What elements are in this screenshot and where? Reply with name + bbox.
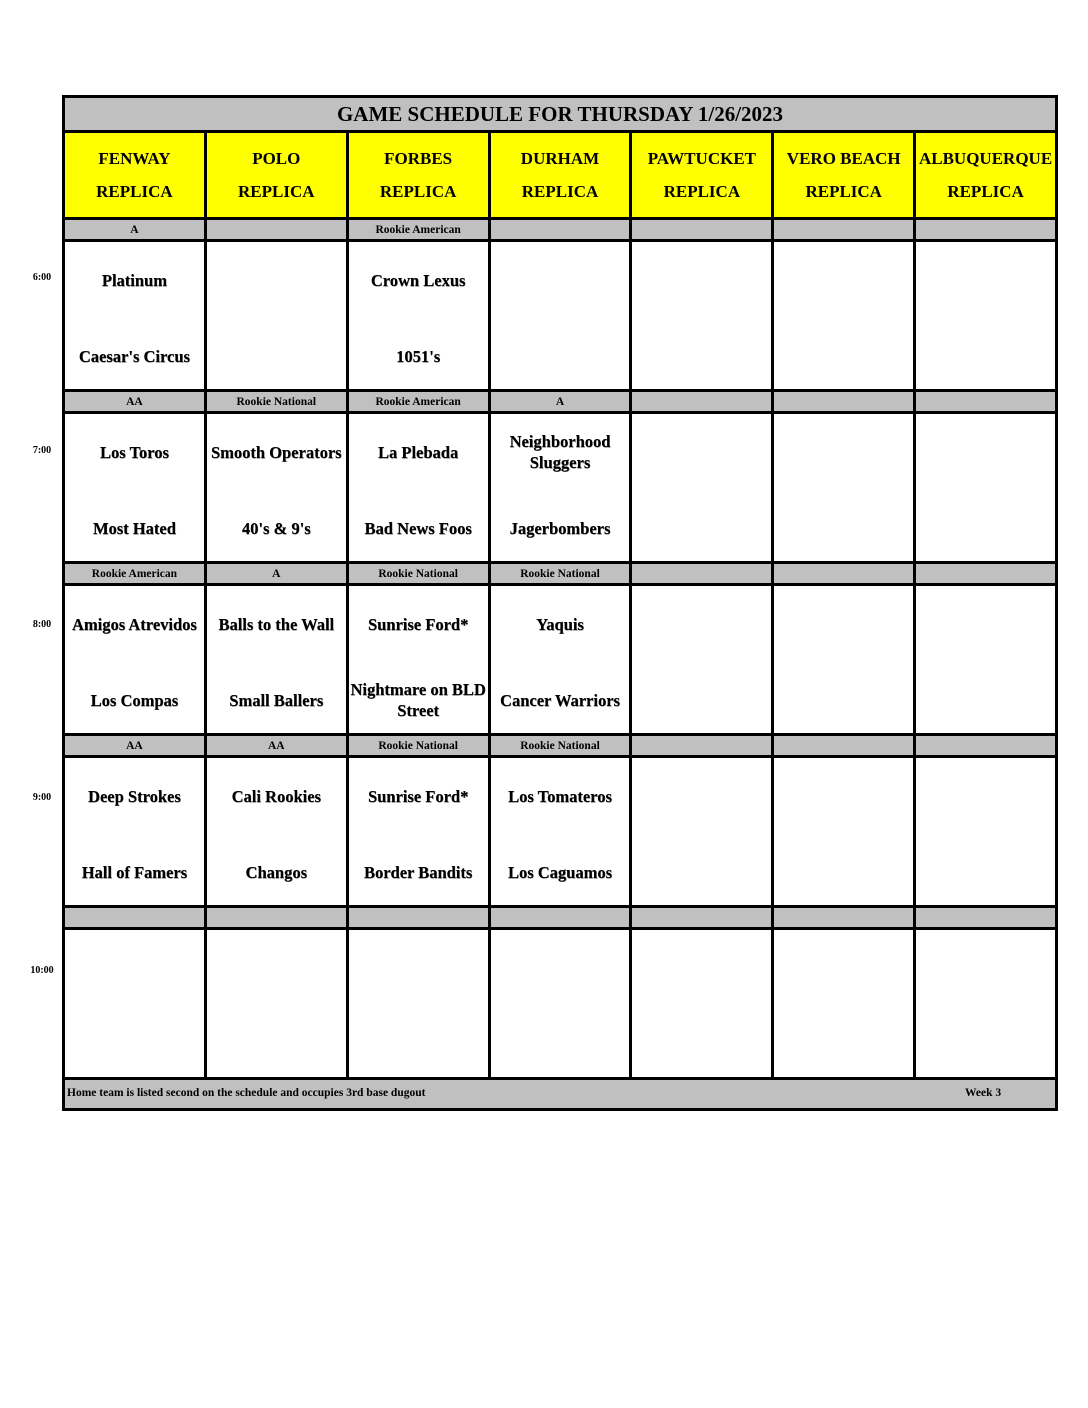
game-cell [207, 586, 346, 733]
game-cell [916, 414, 1055, 561]
game-cell [774, 414, 913, 561]
home-team [632, 505, 771, 551]
home-team [916, 849, 1055, 895]
away-team [774, 601, 913, 647]
game-cell [916, 586, 1055, 733]
field-header [349, 133, 488, 217]
division-label [632, 564, 771, 583]
away-team [916, 601, 1055, 647]
home-team [916, 333, 1055, 379]
away-team [774, 945, 913, 991]
home-team: Small Ballers [229, 690, 324, 710]
field-name: FORBES [384, 149, 453, 168]
division-label [207, 908, 346, 927]
away-team [207, 257, 346, 303]
home-team: Jagerbombers [509, 518, 611, 538]
field-subtitle: REPLICA [96, 182, 173, 201]
field-subtitle: REPLICA [663, 182, 741, 201]
division-row [65, 564, 1055, 586]
away-team [632, 257, 771, 303]
field-subtitle: REPLICA [805, 182, 882, 201]
home-team: Caesar's Circus [78, 346, 190, 366]
field-header [774, 133, 913, 217]
home-team [65, 1021, 204, 1067]
home-team [207, 1021, 346, 1067]
home-team [632, 1021, 771, 1067]
division-label: Rookie National [349, 736, 488, 755]
division-label [491, 908, 630, 927]
division-row [65, 392, 1055, 414]
field-header [65, 133, 204, 217]
division-label [774, 220, 913, 239]
division-label: Rookie National [349, 564, 488, 583]
time-label: 6:00 [32, 272, 52, 283]
division-row [65, 220, 1055, 242]
game-row [65, 758, 1055, 908]
field-subtitle: REPLICA [521, 182, 599, 201]
division-label [916, 736, 1055, 755]
away-team [916, 773, 1055, 819]
away-team: Crown Lexus [370, 270, 466, 290]
away-team [632, 945, 771, 991]
division-label: A [65, 220, 204, 239]
division-label: Rookie American [65, 564, 204, 583]
home-team [632, 849, 771, 895]
away-team: Balls to the Wall [218, 614, 335, 634]
field-name: POLO [252, 149, 301, 168]
division-label [632, 736, 771, 755]
game-cell [774, 930, 913, 1077]
home-team: 1051's [396, 346, 441, 366]
division-label: Rookie American [349, 220, 488, 239]
schedule-title: GAME SCHEDULE FOR THURSDAY 1/26/2023 [65, 98, 1055, 133]
division-label [916, 220, 1055, 239]
home-team: Border Bandits [363, 862, 473, 882]
field-name: VERO BEACH [786, 149, 901, 168]
time-slots [65, 220, 1055, 1080]
home-team: Hall of Famers [81, 862, 188, 882]
away-team [916, 429, 1055, 475]
time-label: 7:00 [32, 445, 52, 457]
away-team [349, 945, 488, 991]
game-cell [491, 414, 630, 561]
game-cell [774, 758, 913, 905]
game-cell [632, 586, 771, 733]
division-label: A [207, 564, 346, 583]
home-team: Nightmare on BLD Street [350, 680, 486, 720]
division-label: A [491, 392, 630, 411]
away-team [774, 429, 913, 475]
game-cell [774, 586, 913, 733]
home-team: Most Hated [92, 518, 176, 538]
division-label [491, 220, 630, 239]
field-header [632, 133, 771, 217]
field-header [916, 133, 1055, 217]
game-cell [349, 586, 488, 733]
away-team: Yaquis [536, 614, 584, 634]
away-team [491, 945, 630, 991]
away-team: Cali Rookies [231, 786, 321, 806]
week-label: Week 3 [965, 1087, 1002, 1099]
field-header-row [65, 133, 1055, 220]
game-row [65, 242, 1055, 392]
away-team [774, 257, 913, 303]
division-label [916, 564, 1055, 583]
game-cell [65, 586, 204, 733]
home-team: Los Caguamos [507, 862, 613, 882]
away-team [632, 773, 771, 819]
away-team [916, 257, 1055, 303]
division-label [916, 908, 1055, 927]
home-team [774, 677, 913, 723]
away-team: Sunrise Ford* [367, 786, 469, 806]
away-team: La Plebada [378, 442, 459, 462]
home-team [774, 505, 913, 551]
division-row [65, 736, 1055, 758]
game-row [65, 930, 1055, 1080]
game-cell [916, 242, 1055, 389]
game-row [65, 586, 1055, 736]
division-label [632, 908, 771, 927]
game-cell [491, 242, 630, 389]
game-cell [632, 414, 771, 561]
game-cell [65, 758, 204, 905]
home-team [916, 677, 1055, 723]
game-cell [774, 242, 913, 389]
game-cell [632, 242, 771, 389]
home-team-note: Home team is listed second on the schedule and occupies 3rd base dugout [67, 1087, 426, 1099]
game-cell [491, 930, 630, 1077]
field-header [491, 133, 630, 217]
away-team [774, 773, 913, 819]
game-row [65, 414, 1055, 564]
home-team [774, 333, 913, 379]
away-team [491, 257, 630, 303]
time-label: 9:00 [32, 791, 52, 803]
schedule-footer [65, 1080, 1055, 1108]
game-cell [207, 414, 346, 561]
game-cell [349, 930, 488, 1077]
game-cell [632, 758, 771, 905]
game-cell [207, 930, 346, 1077]
home-team [632, 333, 771, 379]
home-team: Changos [245, 862, 307, 882]
home-team: Cancer Warriors [500, 690, 620, 710]
home-team [491, 333, 630, 379]
away-team: Amigos Atrevidos [72, 614, 197, 634]
away-team: Neighborhood Sluggers [509, 432, 611, 472]
game-cell [916, 758, 1055, 905]
division-label [774, 392, 913, 411]
field-name: DURHAM [520, 149, 600, 168]
division-label: Rookie National [207, 392, 346, 411]
division-label: Rookie National [491, 564, 630, 583]
field-subtitle: REPLICA [947, 182, 1024, 201]
division-label: Rookie American [349, 392, 488, 411]
away-team [207, 945, 346, 991]
field-subtitle: REPLICA [379, 182, 457, 201]
game-cell [207, 242, 346, 389]
away-team: Los Toros [99, 442, 169, 462]
home-team [207, 333, 346, 379]
field-header [207, 133, 346, 217]
field-name: FENWAY [98, 149, 171, 168]
division-label [632, 392, 771, 411]
game-cell [491, 758, 630, 905]
away-team [632, 601, 771, 647]
division-label: AA [207, 736, 346, 755]
time-label: 8:00 [32, 618, 52, 630]
away-team: Platinum [101, 270, 167, 290]
field-subtitle: REPLICA [238, 182, 315, 201]
away-team [65, 945, 204, 991]
division-label: AA [65, 736, 204, 755]
field-name: PAWTUCKET [647, 149, 756, 168]
game-cell [349, 242, 488, 389]
away-team: Smooth Operators [210, 442, 342, 462]
away-team: Deep Strokes [88, 786, 181, 806]
division-label: AA [65, 392, 204, 411]
game-cell [65, 414, 204, 561]
division-label: Rookie National [491, 736, 630, 755]
game-cell [207, 758, 346, 905]
division-label [774, 736, 913, 755]
home-team: Bad News Foos [364, 518, 472, 538]
game-cell [916, 930, 1055, 1077]
division-label [774, 564, 913, 583]
game-cell [349, 758, 488, 905]
game-cell [65, 930, 204, 1077]
home-team [774, 849, 913, 895]
division-label [916, 392, 1055, 411]
home-team [774, 1021, 913, 1067]
home-team: Los Compas [90, 690, 179, 710]
time-label: 10:00 [30, 965, 54, 977]
schedule-table [62, 95, 1058, 1111]
home-team [349, 1021, 488, 1067]
home-team: 40's & 9's [241, 518, 311, 538]
away-team: Sunrise Ford* [367, 614, 469, 634]
game-cell [349, 414, 488, 561]
division-label [774, 908, 913, 927]
away-team [916, 945, 1055, 991]
division-label [207, 220, 346, 239]
away-team [632, 429, 771, 475]
game-cell [632, 930, 771, 1077]
home-team [916, 1021, 1055, 1067]
field-name: ALBUQUERQUE [918, 149, 1053, 168]
division-row [65, 908, 1055, 930]
game-cell [491, 586, 630, 733]
division-label [632, 220, 771, 239]
home-team [491, 1021, 630, 1067]
home-team [916, 505, 1055, 551]
away-team: Los Tomateros [508, 786, 612, 806]
game-cell [65, 242, 204, 389]
division-label [65, 908, 204, 927]
division-label [349, 908, 488, 927]
home-team [632, 677, 771, 723]
